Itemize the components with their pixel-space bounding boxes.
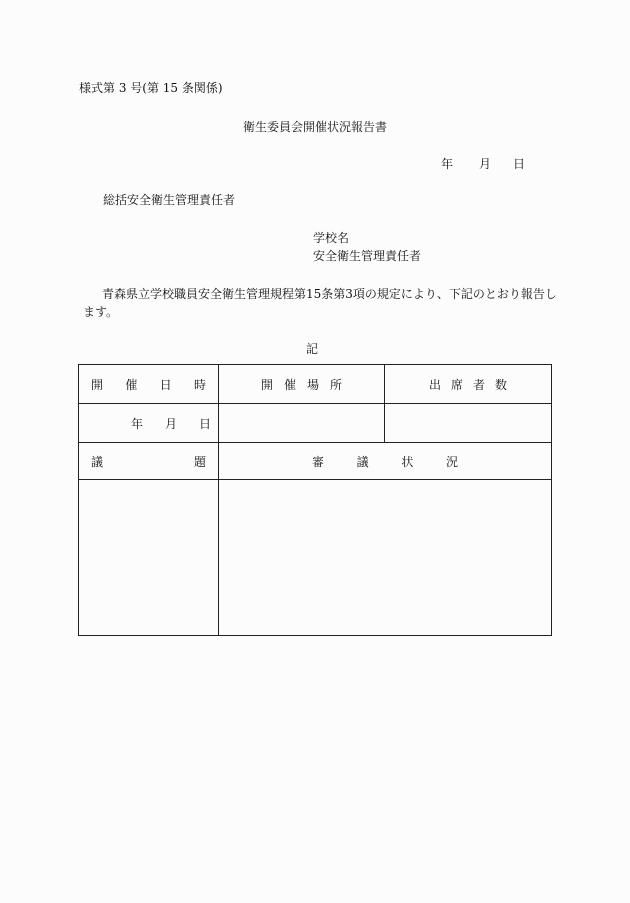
form-number: 様式第 3 号(第 15 条関係) — [79, 81, 223, 95]
header-attendees — [385, 365, 552, 404]
header-char: 日 — [159, 377, 172, 392]
date-input-cell[interactable] — [79, 404, 219, 443]
safety-officer-label: 安全衛生管理責任者 — [313, 249, 422, 263]
document-title: 衛生委員会開催状況報告書 — [243, 120, 388, 134]
header-date-time — [79, 365, 219, 404]
attendees-input-cell[interactable] — [385, 404, 552, 443]
header-place — [219, 365, 385, 404]
header-char: 席 — [450, 377, 463, 392]
ki-heading: 記 — [306, 342, 319, 356]
header-deliberation-status — [219, 443, 552, 480]
report-table — [78, 364, 552, 636]
header-topic — [79, 443, 219, 480]
header-char: 況 — [445, 454, 458, 469]
header-char: 所 — [329, 377, 342, 392]
header-char: 催 — [125, 377, 138, 392]
header-char: 開 — [91, 377, 104, 392]
header-char: 状 — [401, 454, 414, 469]
year-label: 年 — [441, 157, 454, 171]
header-char: 開 — [261, 377, 274, 392]
table-header-row-2 — [79, 443, 552, 480]
report-body-text: 青森県立学校職員安全衛生管理規程第15条第3項の規定により、下記のとおり報告します。 — [83, 287, 557, 319]
date-month-char: 月 — [164, 416, 177, 431]
date-day-char: 日 — [198, 416, 211, 431]
header-char: 数 — [494, 377, 507, 392]
header-char: 出 — [429, 377, 442, 392]
status-input-cell[interactable] — [219, 480, 552, 636]
header-char: 議 — [91, 454, 104, 469]
header-char: 場 — [306, 377, 319, 392]
header-char: 題 — [193, 454, 206, 469]
date-year-char: 年 — [131, 416, 144, 431]
header-char: 者 — [472, 377, 485, 392]
table-header-row — [79, 365, 552, 404]
month-label: 月 — [479, 157, 492, 171]
place-input-cell[interactable] — [219, 404, 385, 443]
header-char: 議 — [356, 454, 369, 469]
school-name-label: 学校名 — [313, 231, 350, 245]
table-row — [79, 404, 552, 443]
header-char: 催 — [283, 377, 296, 392]
day-label: 日 — [513, 157, 526, 171]
addressee: 総括安全衛生管理責任者 — [103, 193, 236, 207]
header-char: 時 — [193, 377, 206, 392]
header-char: 審 — [312, 454, 325, 469]
topic-input-cell[interactable] — [79, 480, 219, 636]
table-row — [79, 480, 552, 636]
